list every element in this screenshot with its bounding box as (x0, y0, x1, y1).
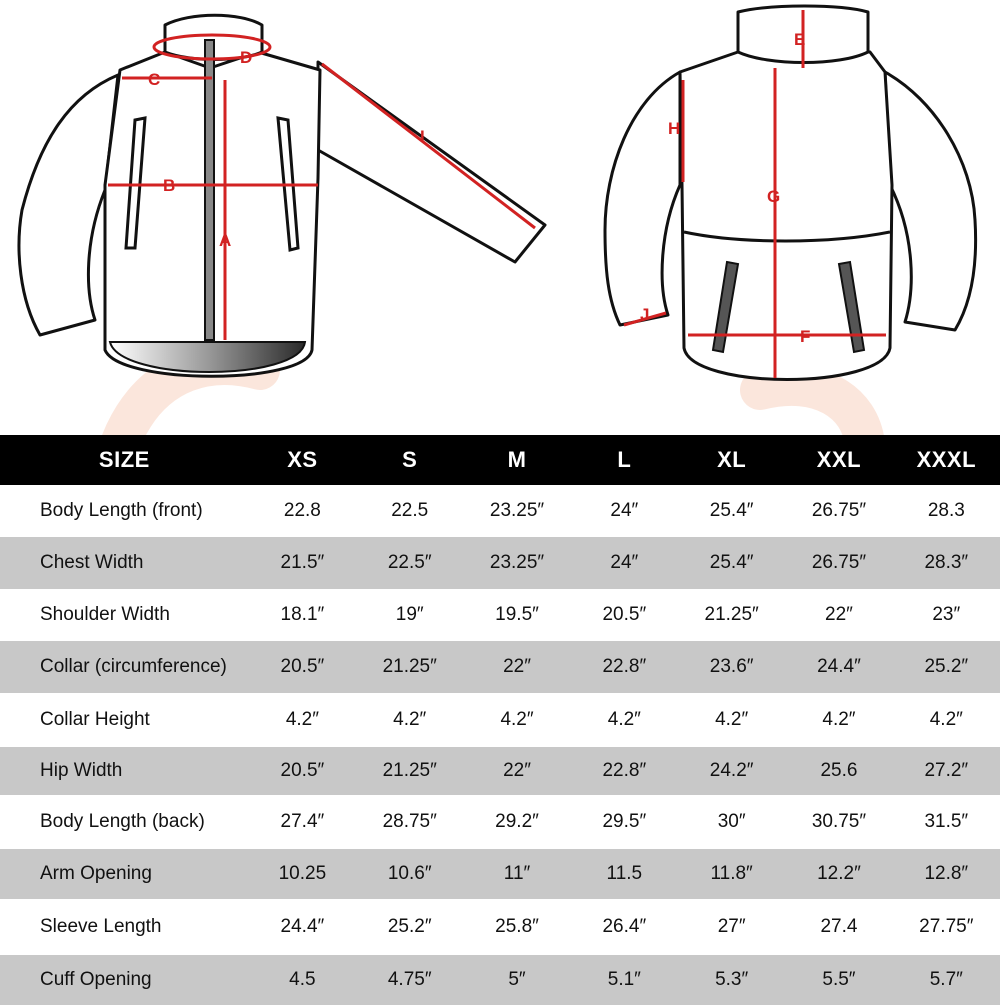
table-cell: 24.4″ (785, 641, 892, 694)
header-m: M (463, 435, 570, 486)
table-cell: 26.75″ (785, 486, 892, 537)
table-cell: 22″ (463, 747, 570, 796)
label-d: D (240, 48, 252, 67)
table-cell: 30″ (678, 796, 785, 849)
table-row (0, 747, 1000, 796)
table-cell: 25.8″ (463, 900, 570, 955)
table-cell: 24.2″ (678, 747, 785, 796)
header-s: S (356, 435, 463, 486)
table-row (0, 694, 1000, 747)
table-cell: 21.25″ (678, 590, 785, 641)
jacket-diagram (0, 0, 1000, 430)
row-label: Shoulder Width (0, 590, 249, 641)
table-cell: 12.8″ (893, 849, 1000, 900)
label-g: G (767, 187, 780, 206)
table-cell: 22.5 (356, 486, 463, 537)
table-cell: 4.2″ (678, 694, 785, 747)
table-cell: 20.5″ (249, 641, 356, 694)
table-row (0, 849, 1000, 900)
table-cell: 24″ (571, 486, 678, 537)
table-cell: 5.3″ (678, 955, 785, 1005)
header-xxl: XXL (785, 435, 892, 486)
table-cell: 21.5″ (249, 537, 356, 590)
table-row (0, 900, 1000, 955)
row-label: Collar (circumference) (0, 641, 249, 694)
label-a: A (219, 231, 231, 250)
table-cell: 4.2″ (356, 694, 463, 747)
table-cell: 26.75″ (785, 537, 892, 590)
table-cell: 29.5″ (571, 796, 678, 849)
table-cell: 23.25″ (463, 486, 570, 537)
table-cell: 22.8″ (571, 747, 678, 796)
table-cell: 12.2″ (785, 849, 892, 900)
table-cell: 10.6″ (356, 849, 463, 900)
table-header-row (0, 435, 1000, 486)
row-label: Sleeve Length (0, 900, 249, 955)
table-cell: 23″ (893, 590, 1000, 641)
header-size: SIZE (0, 435, 249, 486)
table-cell: 4.2″ (249, 694, 356, 747)
row-label: Cuff Opening (0, 955, 249, 1005)
table-cell: 21.25″ (356, 747, 463, 796)
table-row (0, 590, 1000, 641)
table-row (0, 486, 1000, 537)
table-cell: 11.5 (571, 849, 678, 900)
table-cell: 19.5″ (463, 590, 570, 641)
size-chart-table (0, 435, 1000, 1005)
row-label: Body Length (back) (0, 796, 249, 849)
row-label: Chest Width (0, 537, 249, 590)
table-cell: 24″ (571, 537, 678, 590)
label-b: B (163, 176, 175, 195)
table-cell: 28.3 (893, 486, 1000, 537)
table-cell: 11″ (463, 849, 570, 900)
label-j: J (640, 305, 649, 324)
label-h: H (668, 119, 680, 138)
table-cell: 25.2″ (893, 641, 1000, 694)
table-cell: 4.2″ (463, 694, 570, 747)
zipper (205, 40, 214, 340)
table-cell: 22.5″ (356, 537, 463, 590)
table-cell: 4.5 (249, 955, 356, 1005)
table-cell: 19″ (356, 590, 463, 641)
table-cell: 28.75″ (356, 796, 463, 849)
front-jacket-illustration (19, 15, 545, 376)
label-e: E (794, 30, 805, 49)
table-cell: 29.2″ (463, 796, 570, 849)
table-cell: 4.75″ (356, 955, 463, 1005)
table-cell: 22.8″ (571, 641, 678, 694)
table-cell: 23.6″ (678, 641, 785, 694)
table-row (0, 641, 1000, 694)
table-row (0, 955, 1000, 1005)
table-cell: 23.25″ (463, 537, 570, 590)
table-body (0, 486, 1000, 1005)
table-cell: 28.3″ (893, 537, 1000, 590)
label-f: F (800, 327, 810, 346)
table-cell: 22.8 (249, 486, 356, 537)
table-cell: 21.25″ (356, 641, 463, 694)
table-cell: 25.6 (785, 747, 892, 796)
label-i: I (420, 127, 425, 146)
table-cell: 10.25 (249, 849, 356, 900)
table-cell: 22″ (463, 641, 570, 694)
table-cell: 18.1″ (249, 590, 356, 641)
table-cell: 11.8″ (678, 849, 785, 900)
table-cell: 24.4″ (249, 900, 356, 955)
header-xl: XL (678, 435, 785, 486)
row-label: Arm Opening (0, 849, 249, 900)
table-cell: 22″ (785, 590, 892, 641)
header-xs: XS (249, 435, 356, 486)
table-cell: 4.2″ (571, 694, 678, 747)
back-jacket-illustration (605, 6, 976, 380)
table-cell: 27.4″ (249, 796, 356, 849)
header-l: L (571, 435, 678, 486)
table-cell: 20.5″ (249, 747, 356, 796)
table-cell: 31.5″ (893, 796, 1000, 849)
table-cell: 25.4″ (678, 537, 785, 590)
table-cell: 5.5″ (785, 955, 892, 1005)
row-label: Hip Width (0, 747, 249, 796)
table-row (0, 537, 1000, 590)
table-cell: 5.1″ (571, 955, 678, 1005)
table-cell: 27.4 (785, 900, 892, 955)
row-label: Body Length (front) (0, 486, 249, 537)
table-cell: 4.2″ (785, 694, 892, 747)
table-cell: 26.4″ (571, 900, 678, 955)
table-cell: 30.75″ (785, 796, 892, 849)
table-cell: 4.2″ (893, 694, 1000, 747)
table-cell: 5″ (463, 955, 570, 1005)
table-row (0, 796, 1000, 849)
table-cell: 27″ (678, 900, 785, 955)
table-cell: 25.4″ (678, 486, 785, 537)
table-cell: 5.7″ (893, 955, 1000, 1005)
table-cell: 20.5″ (571, 590, 678, 641)
table-cell: 25.2″ (356, 900, 463, 955)
table-cell: 27.75″ (893, 900, 1000, 955)
table-cell: 27.2″ (893, 747, 1000, 796)
header-xxxl: XXXL (893, 435, 1000, 486)
label-c: C (148, 70, 160, 89)
row-label: Collar Height (0, 694, 249, 747)
